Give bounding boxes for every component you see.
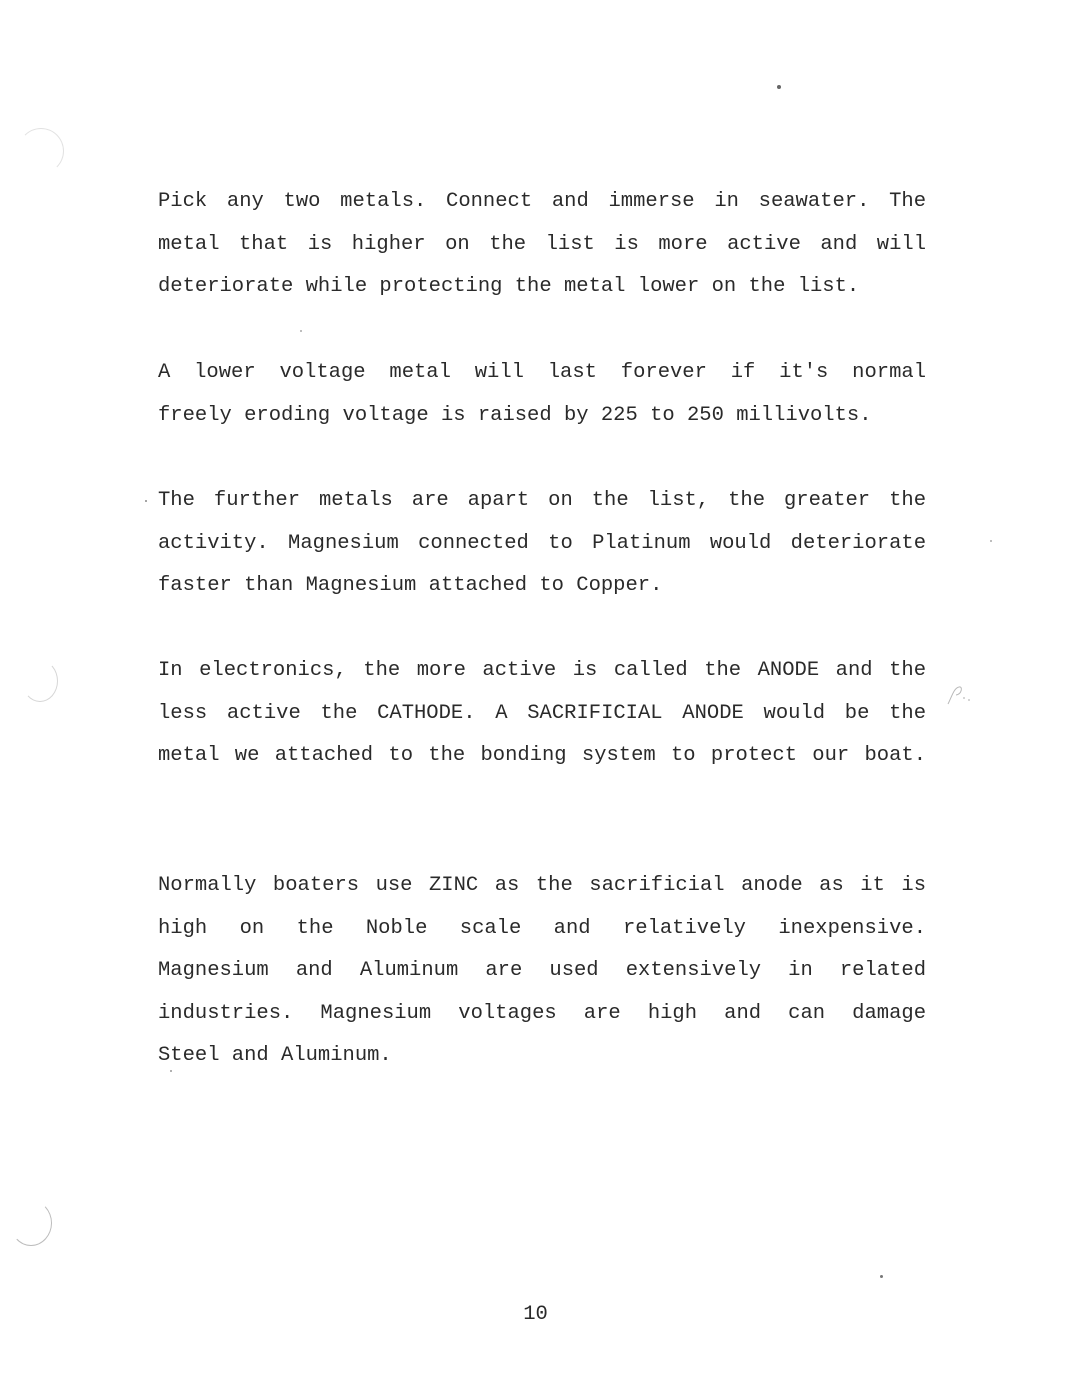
scan-speck [777, 85, 781, 89]
paragraph-4 [158, 650, 926, 778]
text-line: Pick any two metals. Connect and immerse in seawater. The [158, 190, 926, 213]
page-number: 10 [523, 1303, 548, 1326]
text-line: Steel and Aluminum. [158, 1044, 392, 1067]
text-line: activity. Magnesium connected to Platinum would deteriorate [158, 531, 926, 555]
text-line: metal that is higher on the list is more active and will [158, 232, 926, 256]
text-line: Magnesium and Aluminum are used extensively in related [158, 959, 926, 982]
scan-speck [145, 500, 147, 502]
text-line: less active the CATHODE. A SACRIFICIAL ANODE would be the [158, 701, 926, 725]
text-line: faster than Magnesium attached to Copper. [158, 574, 663, 597]
text-line: A lower voltage metal will last forever if it's normal [158, 361, 926, 384]
paragraph-3 [158, 480, 926, 608]
text-line: deteriorate while protecting the metal lower on the list. [158, 275, 860, 298]
scan-speck [300, 330, 302, 332]
text-line: The further metals are apart on the list, the greater the [158, 489, 926, 512]
scan-mark [22, 660, 58, 702]
text-line: metal we attached to the bonding system to protect our boat. [158, 744, 926, 767]
scan-squiggle [944, 682, 974, 708]
paragraph-5 [158, 865, 926, 1078]
scan-speck [880, 1275, 883, 1278]
scan-mark [18, 128, 64, 174]
text-line: high on the Noble scale and relatively inexpensive. [158, 916, 926, 940]
text-line: freely eroding voltage is raised by 225 to 250 millivolts. [158, 403, 872, 427]
text-line: Normally boaters use ZINC as the sacrificial anode as it is [158, 874, 926, 897]
scan-speck [990, 540, 992, 542]
scan-mark [10, 1200, 52, 1246]
text-line: In electronics, the more active is called the ANODE and the [158, 659, 926, 682]
paragraph-1 [158, 181, 926, 309]
paragraph-2 [158, 352, 926, 437]
text-line: industries. Magnesium voltages are high and can damage [158, 1001, 926, 1025]
